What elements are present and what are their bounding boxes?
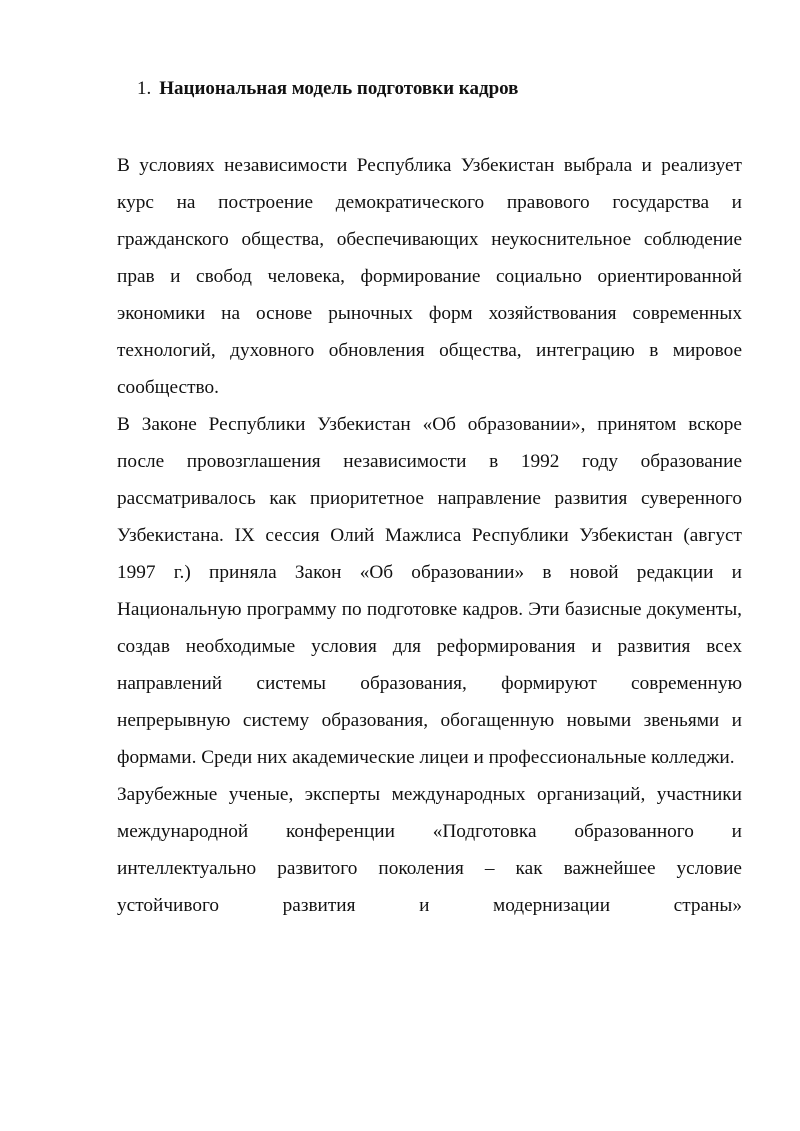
body-text xyxy=(117,147,742,924)
section-title: Национальная модель подготовки кадров xyxy=(159,78,519,99)
section-number: 1. xyxy=(137,78,152,99)
paragraph-education-law: В Законе Республики Узбекистан «Об образовании», принятом вскоре после провозглашения независимости в 1992 году образование рассматривалось как приоритетное направление развития суверенного Узбекистана. IX сессия Олий Мажлиса Республики Узбекистан (август 1997 г.) приняла Закон «Об образовании» в новой редакции и Национальную программу по подготовке кадров. Эти базисные документы, создав необходимые условия для реформирования и развития всех направлений системы образования, формируют современную непрерывную систему образования, обогащенную новыми звеньями и формами. Среди них академические лицеи и профессиональные колледжи. xyxy=(117,414,742,768)
paragraph-independence-course: В условиях независимости Республика Узбекистан выбрала и реализует курс на построение демократического правового государства и гражданского общества, обеспечивающих неукоснительное соблюдение прав и свобод человека, формирование социально ориентированной экономики на основе рыночных форм хозяйствования современных технологий, духовного обновления общества, интеграцию в мировое сообщество. xyxy=(117,155,742,398)
paragraph-foreign-scholars: Зарубежные ученые, эксперты международных организаций, участники международной конференции «Подготовка образованного и интеллектуально развитого поколения – как важнейшее условие устойчивого развития и модернизации страны» xyxy=(117,784,742,916)
section-heading xyxy=(137,76,518,102)
